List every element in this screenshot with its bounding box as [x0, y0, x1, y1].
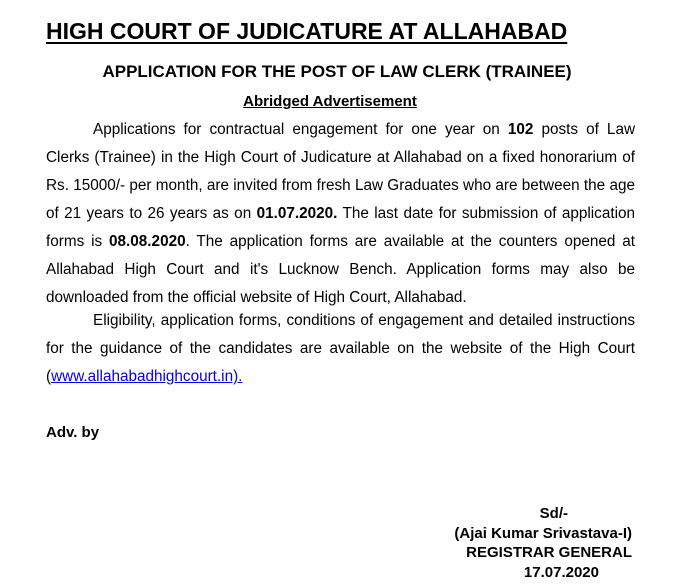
website-link[interactable]: www.allahabadhighcourt.in).: [51, 368, 243, 385]
signature-date: 17.07.2020: [523, 563, 599, 581]
page-subtitle: APPLICATION FOR THE POST OF LAW CLERK (TRAINEE): [102, 62, 572, 81]
paragraph-application-details: [46, 116, 635, 312]
age-cutoff-date: 01.07.2020.: [256, 205, 338, 222]
adv-by-label: Adv. by: [46, 424, 100, 441]
para1-text-2: posts of Law Clerks (Trainee) in the High Court of Judicature at Allahabad on a fixed honorarium of Rs. 15000/- per month, are invited from fresh Law Graduates who are between the age of 21 years to 26 years as on: [46, 121, 635, 222]
signature-sd: Sd/-: [539, 505, 568, 522]
last-date: 08.08.2020: [109, 233, 186, 250]
paragraph-eligibility: [46, 307, 635, 391]
signature-block: [454, 504, 632, 582]
para1-text-1: Applications for contractual engagement for one year on: [93, 121, 508, 138]
para1-text-3: The last date for submission of application forms is: [46, 205, 636, 250]
para1-text-4: . The application forms are available at the counters opened at Allahabad High Court and it's Lucknow Bench. Application forms may also be downloaded from the official website of High Court, Allahabad.: [46, 233, 635, 306]
para2-text-1: Eligibility, application forms, conditions of engagement and detailed instructions for the guidance of the candidates are available on the website of the High Court (: [46, 312, 635, 385]
page-title: HIGH COURT OF JUDICATURE AT ALLAHABAD: [46, 18, 568, 44]
posts-count: 102: [507, 121, 534, 138]
signatory-name: (Ajai Kumar Srivastava-I): [454, 524, 632, 542]
section-heading: Abridged Advertisement: [243, 93, 417, 110]
signatory-post: REGISTRAR GENERAL: [466, 544, 632, 561]
